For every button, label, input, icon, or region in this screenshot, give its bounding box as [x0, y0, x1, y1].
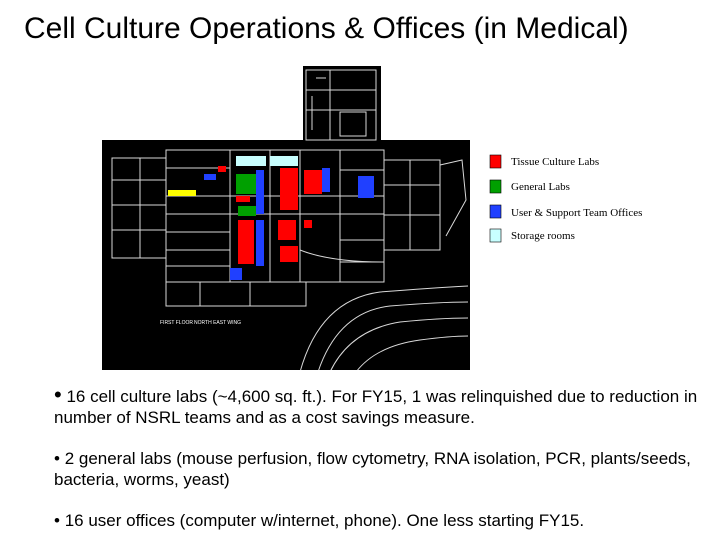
- legend-label-tissue-culture: Tissue Culture Labs: [511, 156, 600, 168]
- bullet-dot: •: [54, 382, 62, 407]
- bullet-text: 16 cell culture labs (~4,600 sq. ft.). For FY15, 1 was relinquished due to reduction in number of NSRL teams and as a cost savings measure.: [54, 387, 698, 427]
- bullet-dot: •: [54, 511, 60, 530]
- plan-caption-left: FIRST FLOOR: [160, 320, 193, 326]
- legend-label-general-labs: General Labs: [511, 181, 570, 193]
- bullet-text: 16 user offices (computer w/internet, phone). One less starting FY15.: [64, 511, 585, 530]
- plan-north-tower: [303, 66, 381, 142]
- legend-label-storage: Storage rooms: [511, 230, 575, 242]
- legend-swatch-general-labs: [490, 180, 501, 193]
- page-title: Cell Culture Operations & Offices (in Medical): [24, 12, 629, 45]
- bullet-user-offices: [54, 510, 714, 531]
- legend-label-offices: User & Support Team Offices: [511, 207, 643, 219]
- legend: [490, 155, 642, 242]
- bullet-cell-culture-labs: [54, 384, 714, 428]
- bullet-text: 2 general labs (mouse perfusion, flow cytometry, RNA isolation, PCR, plants/seeds, bacteria, worms, yeast): [54, 449, 691, 489]
- bullet-dot: •: [54, 449, 60, 468]
- legend-swatch-tissue-culture: [490, 155, 501, 168]
- bullet-general-labs: [54, 448, 714, 490]
- highlight-strip: [168, 190, 196, 196]
- legend-swatch-offices: [490, 205, 501, 218]
- plan-caption-right: NORTH EAST WING: [194, 320, 242, 326]
- legend-swatch-storage: [490, 229, 501, 242]
